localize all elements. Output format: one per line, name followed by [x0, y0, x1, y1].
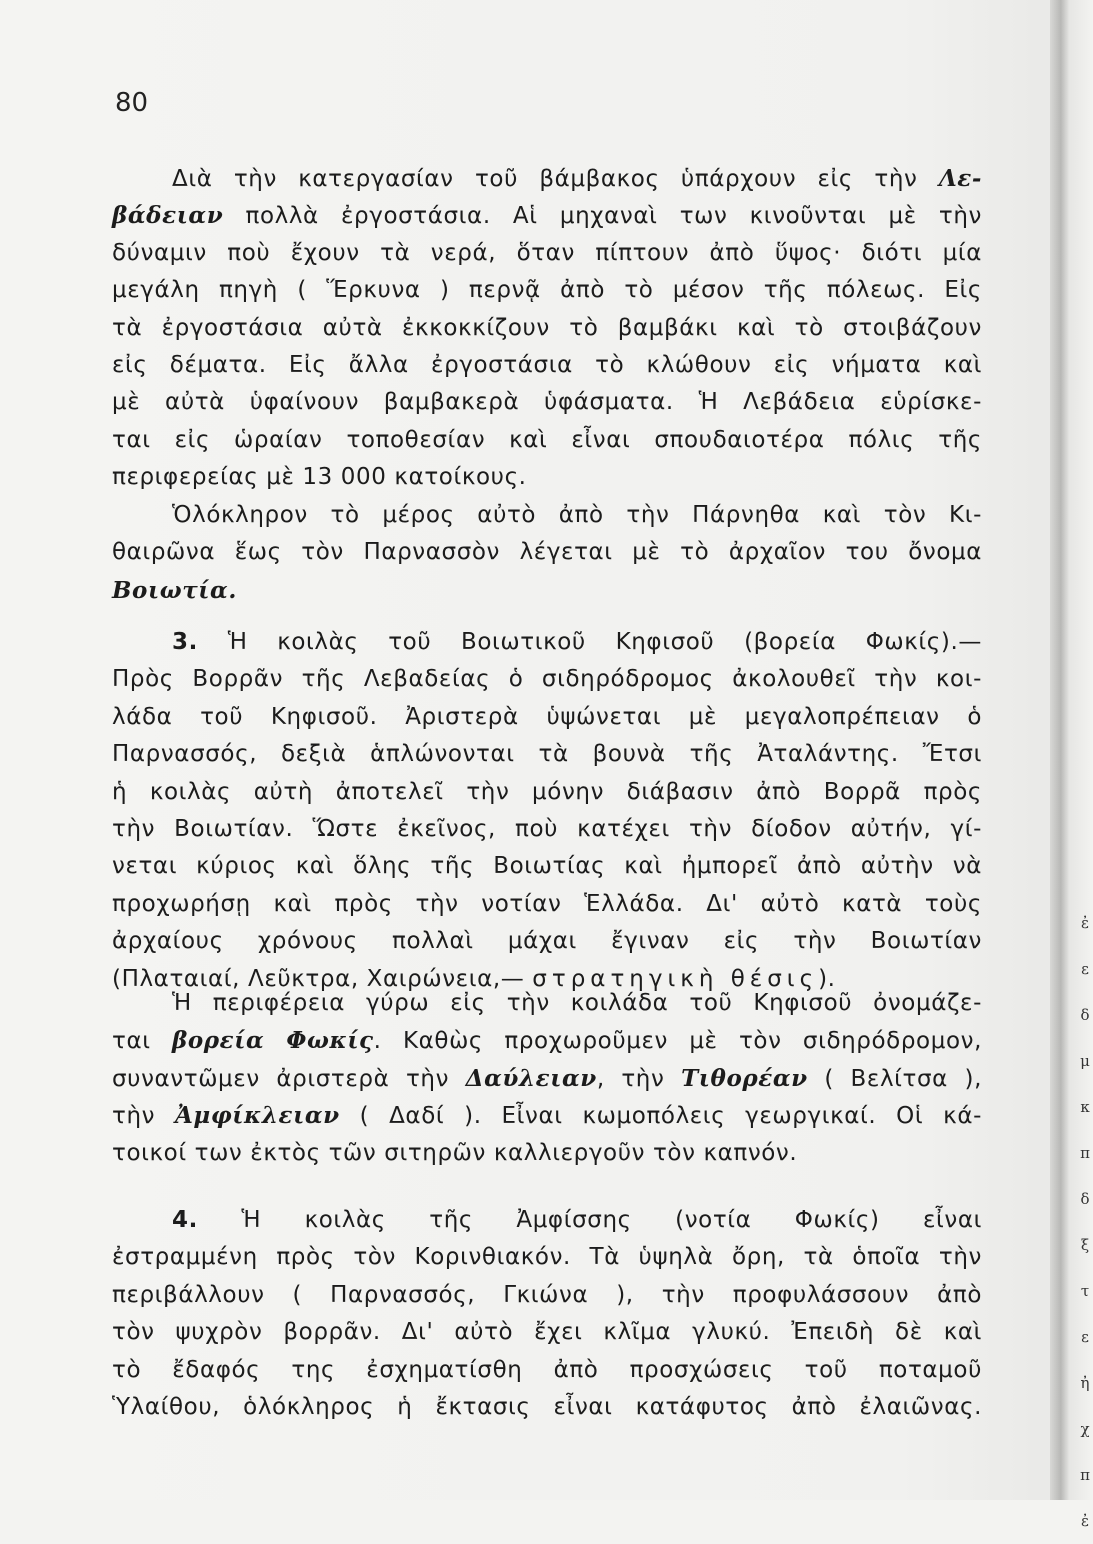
page-number: 80: [115, 88, 149, 118]
text-line: λάδα τοῦ Κηφισοῦ. Ἀριστερὰ ὑψώνεται μὲ μεγαλοπρέπειαν ὁ: [112, 703, 982, 730]
text-line: συναντῶμεν ἀριστερὰ τὴν Δαύλειαν, τὴν Τιθορέαν ( Βελίτσα ),: [112, 1064, 983, 1092]
text-line: περιβάλλουν ( Παρνασσός, Γκιώνα ), τὴν προφυλάσσουν ἀπὸ: [112, 1281, 982, 1308]
text-line: τὸν ψυχρὸν βορρᾶν. Δι' αὐτὸ ἔχει κλῖμα γλυκύ. Ἐπειδὴ δὲ καὶ: [112, 1319, 982, 1346]
text-line: τοικοί των ἐκτὸς τῶν σιτηρῶν καλλιεργοῦν τὸν καπνόν.: [112, 1139, 798, 1166]
paragraph-4: [112, 985, 982, 1172]
text-line: τὸ ἔδαφός της ἐσχηματίσθη ἀπὸ προσχώσεις τοῦ ποταμοῦ: [112, 1356, 982, 1383]
text-line: τὴν Ἀμφίκλειαν ( Δαδί ). Εἶναι κωμοπόλεις γεωργικαί. Οἱ κά-: [112, 1102, 982, 1130]
text-line: Ὑλαίθου, ὁλόκληρος ἡ ἔκτασις εἶναι κατάφυτος ἀπὸ ἐλαιῶνας.: [112, 1393, 982, 1420]
section-4: [112, 1202, 982, 1426]
text-line: δύναμιν ποὺ ἔχουν τὰ νερά, ὅταν πίπτουν ἀπὸ ὕψος· διότι μία: [112, 239, 982, 266]
text-line: περιφερείας μὲ 13 000 κατοίκους.: [112, 464, 527, 491]
text-line: βάδειαν πολλὰ ἐργοστάσια. Αἱ μηχαναὶ των κινοῦνται μὲ τὴν: [112, 202, 982, 230]
text-line: μὲ αὐτὰ ὑφαίνουν βαμβακερὰ ὑφάσματα. Ἡ Λεβάδεια εὑρίσκε-: [112, 389, 982, 416]
text-line: Ἡ περιφέρεια γύρω εἰς τὴν κοιλάδα τοῦ Κηφισοῦ ὀνομάζε-: [172, 990, 982, 1016]
section-3-heading: 3. Ἡ κοιλὰς τοῦ Βοιωτικοῦ Κηφισοῦ (βορεία Φωκίς).—: [172, 629, 982, 655]
text-line: ἐστραμμένη πρὸς τὸν Κορινθιακόν. Τὰ ὑψηλὰ ὄρη, τὰ ὁποῖα τὴν: [112, 1244, 982, 1271]
facing-page-fragment: ἐ ε δ μ κ π δ ξ τ ε ἠ χ π ἐ: [1080, 914, 1090, 1530]
paragraph-2: [112, 497, 982, 609]
section-3: [112, 624, 982, 998]
text-line: ἡ κοιλὰς αὐτὴ ἀποτελεῖ τὴν μόνην διάβασιν ἀπὸ Βορρᾶ πρὸς: [112, 778, 982, 805]
text-line: Παρνασσός, δεξιὰ ἁπλώνονται τὰ βουνὰ τῆς Ἀταλάντης. Ἔτσι: [112, 741, 982, 768]
text-line: τὴν Βοιωτίαν. Ὥστε ἐκεῖνος, ποὺ κατέχει τὴν δίοδον αὐτήν, γί-: [112, 815, 982, 842]
text-line: εἰς δέματα. Εἰς ἄλλα ἐργοστάσια τὸ κλώθουν εἰς νήματα καὶ: [112, 351, 982, 378]
text-line: Διὰ τὴν κατεργασίαν τοῦ βάμβακος ὑπάρχουν εἰς τὴν Λε-: [172, 165, 982, 192]
text-line: Βοιωτία.: [112, 576, 237, 604]
text-line: Πρὸς Βορρᾶν τῆς Λεβαδείας ὁ σιδηρόδρομος ἀκολουθεῖ τὴν κοι-: [112, 666, 982, 693]
text-line: προχωρήσῃ καὶ πρὸς τὴν νοτίαν Ἑλλάδα. Δι' αὐτὸ κατὰ τοὺς: [112, 890, 982, 917]
section-4-heading: 4. Ἡ κοιλὰς τῆς Ἀμφίσσης (νοτία Φωκίς) εἶναι: [172, 1207, 982, 1233]
text-line: νεται κύριος καὶ ὅλης τῆς Βοιωτίας καὶ ἠμπορεῖ ἀπὸ αὐτὴν νὰ: [112, 853, 982, 880]
text-line: ται βορεία Φωκίς. Καθὼς προχωροῦμεν μὲ τὸν σιδηρόδρομον,: [112, 1027, 982, 1055]
text-line: θαιρῶνα ἕως τὸν Παρνασσὸν λέγεται μὲ τὸ ἀρχαῖον του ὄνομα: [112, 539, 982, 566]
text-line: Ὁλόκληρον τὸ μέρος αὐτὸ ἀπὸ τὴν Πάρνηθα καὶ τὸν Κι-: [172, 502, 982, 528]
text-line: τὰ ἐργοστάσια αὐτὰ ἐκκοκκίζουν τὸ βαμβάκι καὶ τὸ στοιβάζουν: [112, 314, 982, 341]
text-line: μεγάλη πηγὴ ( Ἕρκυνα ) περνᾷ ἀπὸ τὸ μέσον τῆς πόλεως. Εἰς: [112, 277, 982, 304]
paragraph-1: [112, 160, 982, 497]
text-line: ται εἰς ὡραίαν τοποθεσίαν καὶ εἶναι σπουδαιοτέρα πόλις τῆς: [112, 426, 982, 453]
text-line: (Πλαταιαί, Λεῦκτρα, Χαιρώνεια,— στρατηγικὴ θέσις).: [112, 965, 836, 992]
text-line: ἀρχαίους χρόνους πολλαὶ μάχαι ἔγιναν εἰς τὴν Βοιωτίαν: [112, 928, 982, 955]
